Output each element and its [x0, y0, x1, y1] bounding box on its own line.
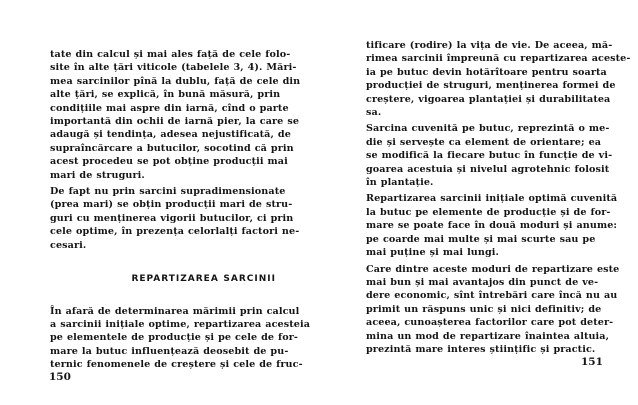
text-line: Care dintre aceste moduri de repartizare este: [366, 263, 620, 275]
left-text-column: [50, 48, 311, 372]
text-line: la butuc pe elemente de producție și de for-: [366, 206, 611, 218]
text-line: acest procedeu se pot obține producții mai: [50, 156, 288, 168]
text-line: rimea sarcinii împreună cu repartizarea aceste-: [366, 53, 631, 65]
text-line: ia pe butuc devin hotărîtoare pentru soarta: [366, 66, 607, 78]
right-paragraph-1: [366, 39, 631, 119]
text-line: pe elementele de producție și pe cele de for-: [50, 332, 299, 344]
text-line: condițiile mai aspre din iarnă, cînd o parte: [50, 102, 289, 114]
page-number-left: 150: [49, 371, 71, 383]
text-line: În afară de determinarea mărimii prin calcul: [50, 305, 300, 317]
text-line: adaugă și tendința, adesea nejustificată, de: [50, 129, 291, 141]
text-line: pe coarde mai multe și mai scurte sau pe: [366, 233, 596, 245]
text-line: tificare (rodire) la vița de vie. De aceea, mă-: [366, 40, 613, 51]
right-text-column: [366, 39, 631, 356]
page-number-right: 151: [581, 356, 603, 368]
right-paragraph-2: [366, 122, 613, 189]
left-page: [0, 0, 318, 405]
text-line: se modifică la fiecare butuc în funcție de vi-: [366, 150, 613, 162]
text-line: mare la butuc influențează deosebit de pu-: [50, 345, 289, 357]
text-line: cele optime, în prezența celorlalți factori ne-: [50, 226, 300, 238]
text-line: importantă din ochii de iarnă pier, la care se: [50, 116, 300, 128]
text-line: primit un răspuns unic și nici definitiv; de: [366, 303, 602, 315]
right-paragraph-3: [366, 192, 618, 259]
text-line: mai puține și mai lungi.: [366, 247, 499, 259]
text-line: mina un mod de repartizare înaintea altuia,: [366, 330, 610, 342]
text-line: die și servește ca element de orientare; ea: [366, 136, 602, 148]
left-paragraph-1: [50, 48, 301, 182]
text-line: sa.: [366, 107, 382, 119]
text-line: alte țări, se explică, în bună măsură, prin: [50, 89, 281, 101]
text-line: cesari.: [50, 239, 87, 251]
text-line: De fapt nu prin sarcini supradimensionate: [50, 186, 286, 198]
text-line: în plantație.: [366, 177, 434, 189]
text-line: mai bun și mai avantajos din punct de ve-: [366, 276, 599, 288]
text-line: a sarcinii inițiale optime, repartizarea acesteia: [50, 318, 311, 330]
text-line: Sarcina cuvenită pe butuc, reprezintă o me-: [366, 123, 610, 135]
text-line: site în alte țări viticole (tabelele 3, 4). Mări-: [50, 62, 297, 74]
text-line: guri cu menținerea vigorii butucilor, ci prin: [50, 212, 294, 224]
text-line: supraîncărcare a butucilor, socotind că prin: [50, 142, 294, 154]
text-line: goarea acestuia și nivelul agrotehnic folosit: [366, 163, 610, 175]
left-paragraph-2: [50, 185, 300, 252]
text-line: Repartizarea sarcinii inițiale optimă cuvenită: [366, 193, 618, 205]
left-paragraph-3: [50, 305, 311, 372]
text-line: creștere, vigoarea plantației și durabilitatea: [366, 93, 611, 105]
text-line: (prea mari) se obțin producții mari de stru-: [50, 199, 293, 211]
right-paragraph-4: [366, 263, 620, 357]
text-line: mare se poate face în două moduri și anume:: [366, 220, 618, 232]
text-line: dere economic, sînt întrebări care încă nu au: [366, 290, 618, 302]
text-line: mea sarcinilor pînă la dublu, față de cele din: [50, 75, 301, 87]
text-line: tate din calcul și mai ales față de cele folo-: [50, 49, 291, 60]
text-line: prezintă mare interes științific și practic.: [366, 343, 596, 355]
text-line: aceea, cunoașterea factorilor care pot deter-: [366, 317, 614, 329]
text-line: mari de struguri.: [50, 169, 145, 181]
section-heading: REPARTIZAREA SARCINII: [131, 274, 276, 285]
text-line: ternic fenomenele de creștere și cele de fruc-: [50, 359, 303, 371]
right-page: [318, 0, 638, 405]
text-line: producției de struguri, menținerea formei de: [366, 80, 616, 92]
